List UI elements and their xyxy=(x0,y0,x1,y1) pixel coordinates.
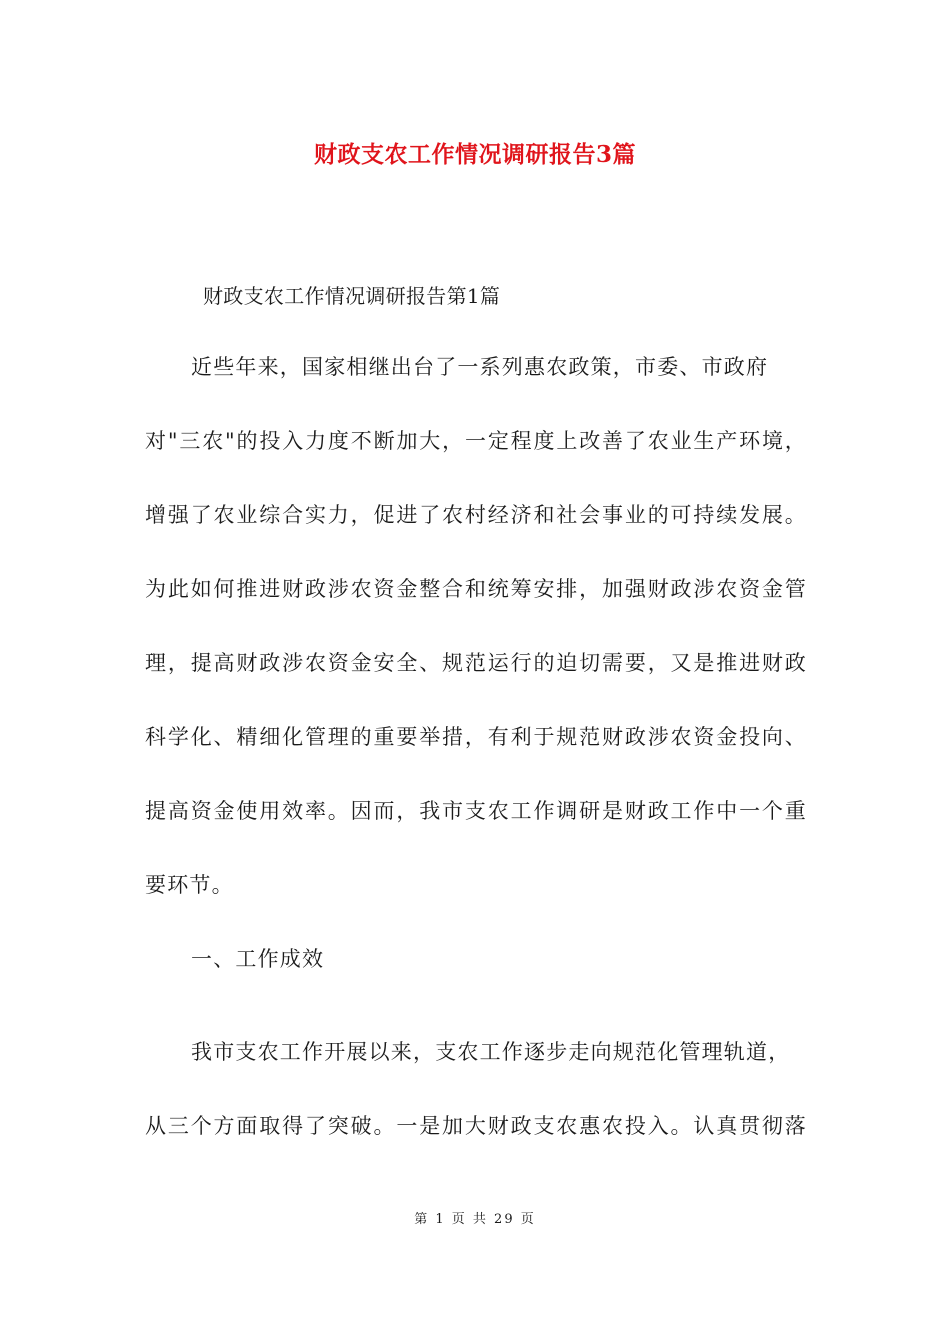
paragraph-2 xyxy=(145,1015,807,1163)
paragraph-line: 近些年来，国家相继出台了一系列惠农政策，市委、市政府 xyxy=(191,355,769,379)
paragraph-line: 要环节。 xyxy=(145,873,234,897)
paragraph-line: 增强了农业综合实力，促进了农村经济和社会事业的可持续发展。 xyxy=(145,503,807,527)
paragraph-line: 科学化、精细化管理的重要举措，有利于规范财政涉农资金投向、 xyxy=(145,725,807,749)
paragraph-line: 理，提高财政涉农资金安全、规范运行的迫切需要，又是推进财政 xyxy=(145,651,807,675)
section-title: 财政支农工作情况调研报告第1篇 xyxy=(203,284,501,308)
paragraph-line: 为此如何推进财政涉农资金整合和统筹安排，加强财政涉农资金管 xyxy=(145,577,807,601)
paragraph-1 xyxy=(145,330,807,922)
heading-work-results xyxy=(145,922,807,996)
paragraph-line: 从三个方面取得了突破。一是加大财政支农惠农投入。认真贯彻落 xyxy=(145,1114,807,1138)
paragraph-line: 我市支农工作开展以来，支农工作逐步走向规范化管理轨道， xyxy=(191,1040,791,1064)
page-number-footer: 第 1 页 共 29 页 xyxy=(414,1212,536,1227)
paragraph-line: 提高资金使用效率。因而，我市支农工作调研是财政工作中一个重 xyxy=(145,799,807,823)
heading-text: 一、工作成效 xyxy=(191,947,325,971)
paragraph-line: 对"三农"的投入力度不断加大，一定程度上改善了农业生产环境， xyxy=(145,429,807,453)
document-title: 财政支农工作情况调研报告3篇 xyxy=(313,141,636,168)
